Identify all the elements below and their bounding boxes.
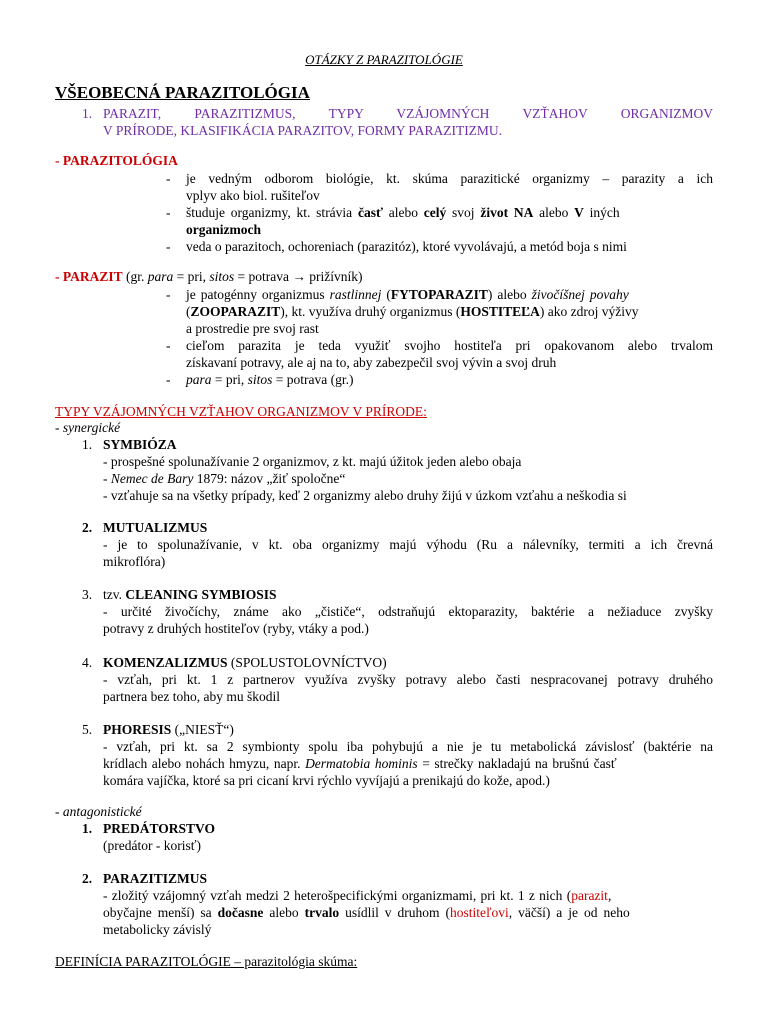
text-bold: trvalo xyxy=(304,905,340,920)
item-text: (predátor - korisť) xyxy=(103,838,201,853)
item-title: PREDÁTORSTVO xyxy=(103,821,216,836)
item-title: MUTUALIZMUS xyxy=(103,520,208,535)
parazit-definition xyxy=(55,269,363,285)
bullet-dash: - xyxy=(166,239,171,254)
parazitologia-label: - PARAZITOLÓGIA xyxy=(55,153,178,168)
text-segment: ), kt. využíva druhý organizmus ( xyxy=(280,304,461,319)
item-title: SYMBIÓZA xyxy=(103,437,177,452)
text-segment: 1879: názov „žiť spoločne“ xyxy=(193,471,346,486)
text-italic: živočíšnej povahy xyxy=(531,287,629,302)
text-bold: V xyxy=(574,205,584,220)
item-number: 4. xyxy=(82,655,93,670)
item-text xyxy=(103,888,713,904)
item-title xyxy=(103,655,387,671)
bullet-text: je vedným odborom biológie, kt. skúma parazitické organizmy – parazity a ich xyxy=(186,171,713,186)
text-italic: Dermatobia hominis xyxy=(305,756,418,771)
text-segment: („NIESŤ“) xyxy=(171,722,234,737)
item-number: 2. xyxy=(82,520,93,535)
typy-heading: TYPY VZÁJOMNÝCH VZŤAHOV ORGANIZMOV V PRÍRODE: xyxy=(55,404,427,419)
item-number: 2. xyxy=(82,871,93,886)
bullet-dash: - xyxy=(166,205,171,220)
text-segment: = potrava → prižívník) xyxy=(234,269,363,284)
text-segment: ) alebo xyxy=(487,287,532,302)
item-text: - vzťah, pri kt. 1 z partnerov využíva zvyšky potravy alebo časti nespracovanej potravy druhého xyxy=(103,672,713,687)
text-bold: KOMENZALIZMUS xyxy=(103,655,228,670)
item-text: - určité živočíchy, známe ako „čističe“, odstraňujú ektoparazity, baktérie a nežiaduce zvyšky xyxy=(103,604,713,619)
text-segment: , xyxy=(607,888,612,903)
text-italic: rastlinnej xyxy=(329,287,382,302)
item-text xyxy=(103,471,345,487)
item-number: 3. xyxy=(82,587,93,602)
bullet-dash: - xyxy=(166,338,171,353)
question-number: 1. xyxy=(82,106,93,121)
bullet-text: a prostredie pre svoj rast xyxy=(186,321,319,336)
item-number: 1. xyxy=(82,821,93,836)
text-bold: PHORESIS xyxy=(103,722,172,737)
item-text: potravy z druhých hostiteľov (ryby, vtáky a pod.) xyxy=(103,621,369,636)
item-text: - je to spolunažívanie, v kt. oba organizmy majú výhodu (Ru a nálevníky, termiti a ich črevná xyxy=(103,537,713,552)
bullet-text: cieľom parazita je teda využiť svojho hostiteľa pri opakovanom alebo trvalom xyxy=(186,338,713,353)
bullet-text: veda o parazitoch, ochoreniach (parazitóz), ktoré vyvolávajú, a metód boja s nimi xyxy=(186,239,627,254)
text-segment: = strečky nakladajú na brušnú časť xyxy=(417,756,617,771)
item-text: partnera bez toho, aby mu škodil xyxy=(103,689,280,704)
item-title xyxy=(103,587,277,603)
text-italic: sitos xyxy=(209,269,235,284)
item-text: - vzťah, pri kt. sa 2 symbionty spolu iba pohybujú a nie je tu metabolická závislosť (baktérie na xyxy=(103,739,713,754)
text-segment: ( xyxy=(186,304,191,319)
bullet-dash: - xyxy=(166,287,171,302)
item-text xyxy=(103,905,713,921)
text-segment: usídlil v druhom ( xyxy=(339,905,450,920)
text-segment: tzv. xyxy=(103,587,126,602)
text-segment: (gr. xyxy=(122,269,148,284)
item-number: 1. xyxy=(82,437,93,452)
bullet-dash: - xyxy=(166,372,171,387)
text-segment: je patogénny organizmus xyxy=(186,287,330,302)
document-title: OTÁZKY Z PARAZITOLÓGIE xyxy=(305,52,463,67)
text-segment: alebo xyxy=(382,205,424,220)
text-segment: = potrava (gr.) xyxy=(272,372,354,387)
text-bold: dočasne xyxy=(217,905,264,920)
text-italic: para xyxy=(186,372,212,387)
question-line-1: PARAZIT, PARAZITIZMUS, TYPY VZÁJOMNÝCH VZŤAHOV ORGANIZMOV xyxy=(103,106,713,121)
text-bold: časť xyxy=(357,205,383,220)
text-bold: život NA xyxy=(480,205,534,220)
text-segment: ( xyxy=(381,287,391,302)
item-text: - vzťahuje sa na všetky prípady, keď 2 organizmy alebo druhy žijú v úzkom vzťahu a neškodia si xyxy=(103,488,627,503)
item-text: metabolicky závislý xyxy=(103,922,212,937)
text-segment: iných xyxy=(583,205,620,220)
antagonisticke-label: - antagonistické xyxy=(55,804,142,819)
text-red: parazit xyxy=(571,888,608,903)
bullet-text xyxy=(186,287,713,303)
text-red: hostiteľovi xyxy=(450,905,509,920)
item-title xyxy=(103,722,234,738)
text-segment: obyčajne menší) sa xyxy=(103,905,218,920)
text-segment: ) ako zdroj výživy xyxy=(539,304,639,319)
item-number: 5. xyxy=(82,722,93,737)
bullet-text: vplyv ako biol. rušiteľov xyxy=(186,188,320,203)
item-text xyxy=(103,756,713,772)
text-bold: CLEANING SYMBIOSIS xyxy=(125,587,277,602)
item-title: PARAZITIZMUS xyxy=(103,871,208,886)
item-text: mikroflóra) xyxy=(103,554,166,569)
text-segment: krídlach alebo nohách hmyzu, napr. xyxy=(103,756,306,771)
section-heading: VŠEOBECNÁ PARAZITOLÓGIA xyxy=(55,83,310,102)
text-segment: = pri, xyxy=(211,372,248,387)
definicia-heading: DEFINÍCIA PARAZITOLÓGIE – parazitológia skúma: xyxy=(55,954,358,969)
text-segment: , väčší) a je od neho xyxy=(508,905,630,920)
bullet-text xyxy=(186,304,638,320)
text-italic: sitos xyxy=(247,372,273,387)
text-segment: = pri, xyxy=(173,269,210,284)
text-bold: HOSTITEĽA xyxy=(460,304,540,319)
bullet-text xyxy=(186,372,354,388)
text-bold: FYTOPARAZIT xyxy=(390,287,488,302)
text-segment: študuje organizmy, kt. strávia xyxy=(186,205,358,220)
question-line-2: V PRÍRODE, KLASIFIKÁCIA PARAZITOV, FORMY PARAZITIZMU. xyxy=(103,123,503,138)
item-text: komára vajíčka, ktoré sa pri cicaní krvi rýchlo vyvíjajú a prenikajú do kože, apod.) xyxy=(103,773,550,788)
text-bold: ZOOPARAZIT xyxy=(190,304,281,319)
bullet-text xyxy=(186,205,713,221)
bullet-text: organizmoch xyxy=(186,222,261,237)
text-segment: - xyxy=(103,471,111,486)
item-text: - prospešné spolunažívanie 2 organizmov, z kt. majú úžitok jeden alebo obaja xyxy=(103,454,522,469)
parazit-label: - PARAZIT xyxy=(55,269,123,284)
text-segment: - zložitý vzájomný vzťah medzi 2 heterošpecifickými organizmami, pri kt. 1 z nich ( xyxy=(103,888,572,903)
synergicke-label: - synergické xyxy=(55,420,121,435)
text-segment: alebo xyxy=(533,205,575,220)
text-segment: (SPOLUSTOLOVNÍCTVO) xyxy=(227,655,387,670)
bullet-text: získavaní potravy, ale aj na to, aby zabezpečil svoj vývin a svoj druh xyxy=(186,355,557,370)
text-italic: Nemec de Bary xyxy=(110,471,194,486)
text-bold: celý xyxy=(423,205,447,220)
text-italic: para xyxy=(147,269,174,284)
text-segment: svoj xyxy=(446,205,481,220)
bullet-dash: - xyxy=(166,171,171,186)
text-segment: alebo xyxy=(263,905,305,920)
